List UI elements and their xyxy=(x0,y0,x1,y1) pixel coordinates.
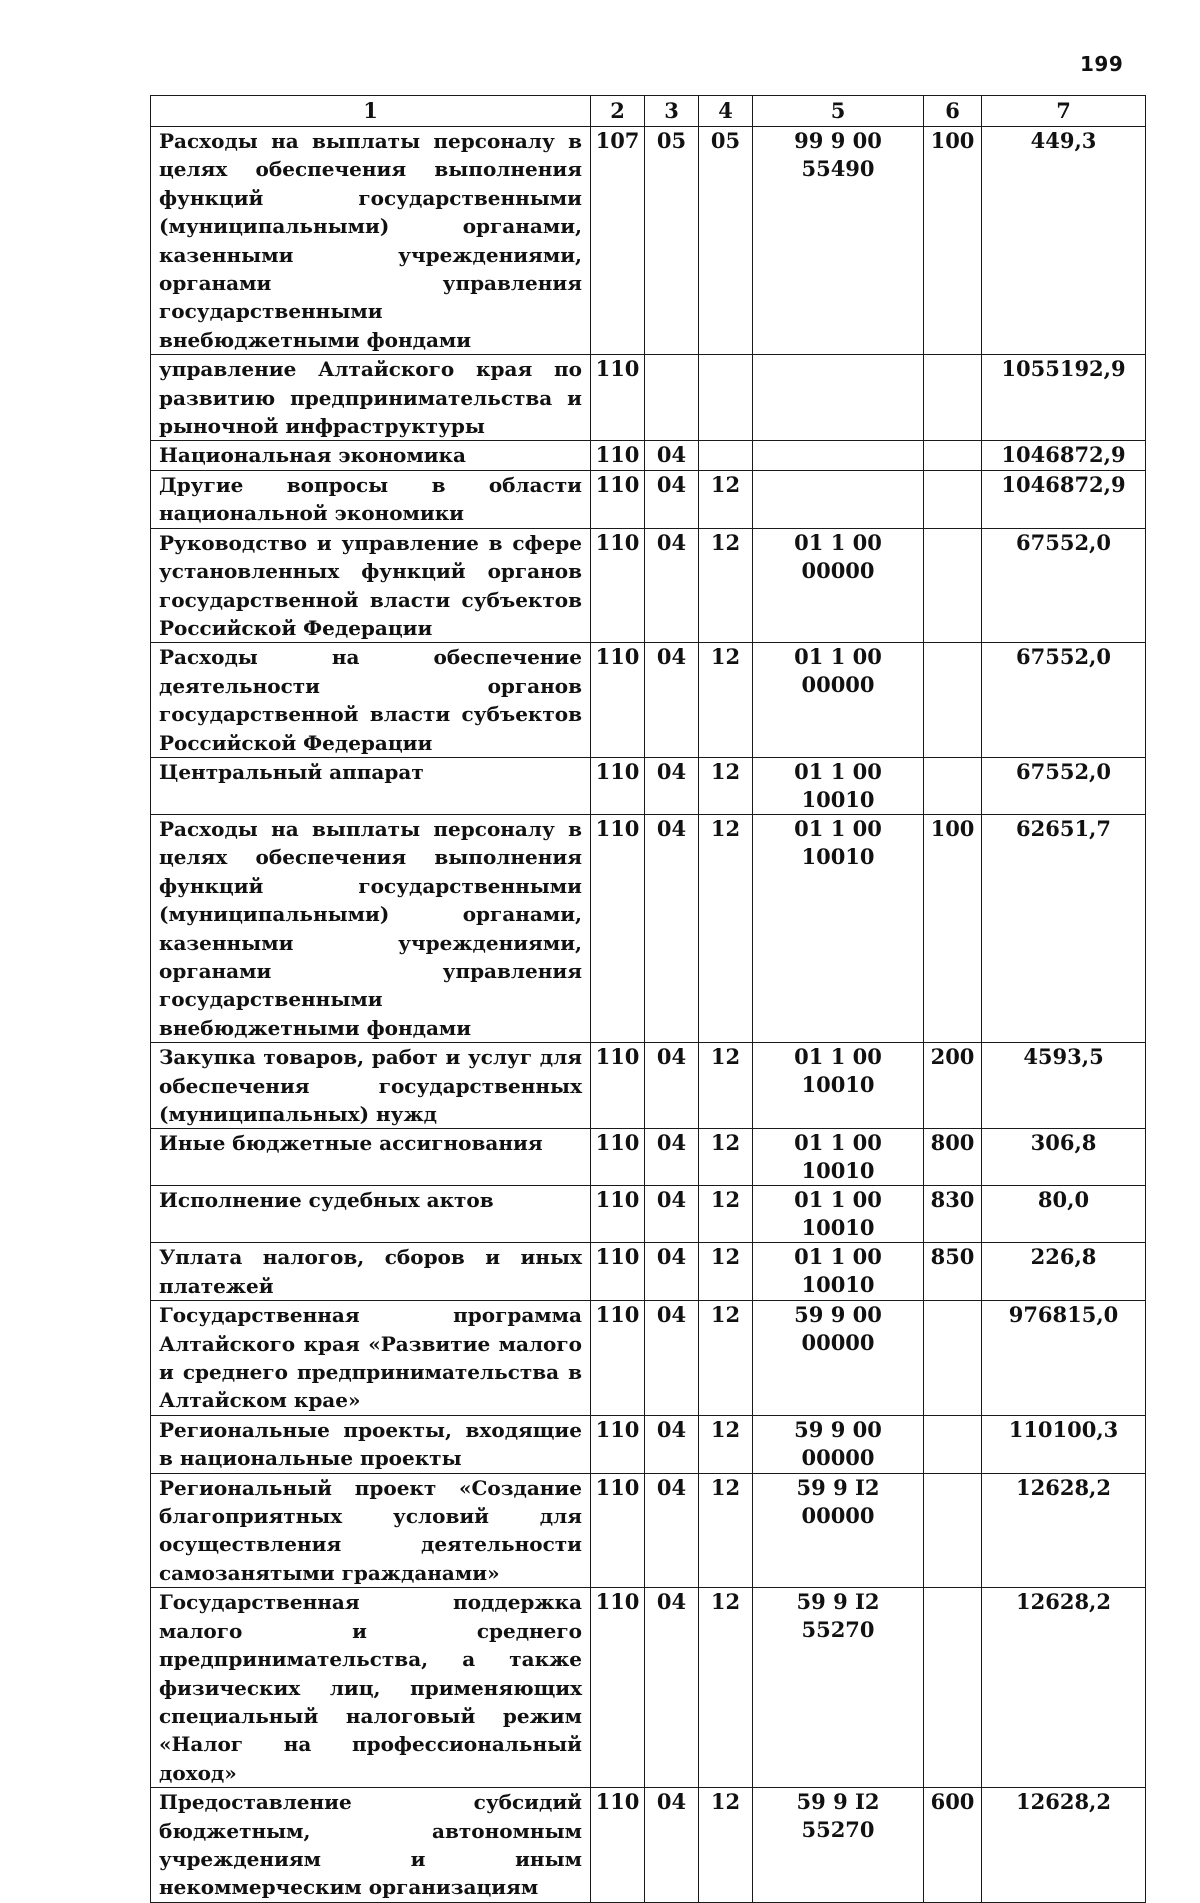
row-vr xyxy=(924,355,982,441)
row-gr: 110 xyxy=(591,355,645,441)
row-vr xyxy=(924,1588,982,1788)
row-gr: 110 xyxy=(591,1588,645,1788)
table-row xyxy=(151,470,1146,528)
row-rz: 04 xyxy=(645,1473,699,1588)
row-sum: 1055192,9 xyxy=(982,355,1146,441)
row-vr xyxy=(924,757,982,814)
row-csr: 01 1 00 10010 xyxy=(753,1043,924,1129)
table-row xyxy=(151,757,1146,814)
row-vr: 100 xyxy=(924,814,982,1042)
row-pr: 12 xyxy=(699,470,753,528)
row-vr xyxy=(924,1473,982,1588)
row-pr: 12 xyxy=(699,643,753,758)
row-gr: 110 xyxy=(591,1415,645,1473)
row-gr: 110 xyxy=(591,1473,645,1588)
row-gr: 110 xyxy=(591,814,645,1042)
row-pr: 12 xyxy=(699,1588,753,1788)
row-pr: 12 xyxy=(699,1186,753,1243)
row-rz: 04 xyxy=(645,1129,699,1186)
row-rz: 04 xyxy=(645,441,699,470)
row-rz: 05 xyxy=(645,127,699,355)
row-sum: 67552,0 xyxy=(982,643,1146,758)
row-csr: 01 1 00 10010 xyxy=(753,757,924,814)
row-pr: 12 xyxy=(699,1415,753,1473)
row-csr: 99 9 00 55490 xyxy=(753,127,924,355)
table-row xyxy=(151,355,1146,441)
table-header xyxy=(151,96,1146,127)
row-sum: 306,8 xyxy=(982,1129,1146,1186)
row-name: Центральный аппарат xyxy=(151,757,591,814)
table-row xyxy=(151,1129,1146,1186)
row-rz: 04 xyxy=(645,528,699,643)
row-pr: 12 xyxy=(699,1788,753,1903)
row-rz: 04 xyxy=(645,1243,699,1301)
row-gr: 110 xyxy=(591,757,645,814)
row-gr: 110 xyxy=(591,470,645,528)
row-pr: 12 xyxy=(699,757,753,814)
table-row xyxy=(151,1186,1146,1243)
row-sum: 1046872,9 xyxy=(982,441,1146,470)
row-gr: 110 xyxy=(591,528,645,643)
row-rz: 04 xyxy=(645,643,699,758)
row-name: Региональный проект «Создание благоприятных условий для осуществления деятельности самозанятыми гражданами» xyxy=(151,1473,591,1588)
row-csr: 01 1 00 00000 xyxy=(753,528,924,643)
row-vr: 200 xyxy=(924,1043,982,1129)
row-rz: 04 xyxy=(645,1415,699,1473)
col-header-6: 6 xyxy=(924,96,982,127)
row-csr: 59 9 I2 55270 xyxy=(753,1588,924,1788)
row-sum: 1046872,9 xyxy=(982,470,1146,528)
table-row xyxy=(151,643,1146,758)
row-vr: 830 xyxy=(924,1186,982,1243)
col-header-5: 5 xyxy=(753,96,924,127)
row-name: Государственная программа Алтайского края «Развитие малого и среднего предпринимательства в Алтайском крае» xyxy=(151,1301,591,1416)
row-csr: 01 1 00 00000 xyxy=(753,643,924,758)
col-header-7: 7 xyxy=(982,96,1146,127)
row-sum: 449,3 xyxy=(982,127,1146,355)
table-body xyxy=(151,127,1146,1903)
row-pr: 12 xyxy=(699,1301,753,1416)
row-name: Национальная экономика xyxy=(151,441,591,470)
row-name: Иные бюджетные ассигнования xyxy=(151,1129,591,1186)
row-gr: 107 xyxy=(591,127,645,355)
row-sum: 67552,0 xyxy=(982,528,1146,643)
row-vr: 850 xyxy=(924,1243,982,1301)
row-sum: 226,8 xyxy=(982,1243,1146,1301)
row-name: Расходы на обеспечение деятельности органов государственной власти субъектов Российской Федерации xyxy=(151,643,591,758)
row-gr: 110 xyxy=(591,643,645,758)
row-rz: 04 xyxy=(645,1043,699,1129)
row-sum: 976815,0 xyxy=(982,1301,1146,1416)
row-vr: 600 xyxy=(924,1788,982,1903)
row-pr xyxy=(699,355,753,441)
row-rz: 04 xyxy=(645,1301,699,1416)
col-header-4: 4 xyxy=(699,96,753,127)
row-pr: 12 xyxy=(699,814,753,1042)
row-sum: 12628,2 xyxy=(982,1788,1146,1903)
row-csr: 59 9 I2 00000 xyxy=(753,1473,924,1588)
row-csr xyxy=(753,441,924,470)
row-name: Региональные проекты, входящие в национальные проекты xyxy=(151,1415,591,1473)
page-number: 199 xyxy=(1080,52,1124,76)
row-name: Руководство и управление в сфере установленных функций органов государственной власти субъектов Российской Федерации xyxy=(151,528,591,643)
row-name: управление Алтайского края по развитию предпринимательства и рыночной инфраструктуры xyxy=(151,355,591,441)
row-sum: 4593,5 xyxy=(982,1043,1146,1129)
row-sum: 62651,7 xyxy=(982,814,1146,1042)
row-gr: 110 xyxy=(591,1043,645,1129)
row-name: Закупка товаров, работ и услуг для обеспечения государственных (муниципальных) нужд xyxy=(151,1043,591,1129)
row-csr xyxy=(753,470,924,528)
row-sum: 67552,0 xyxy=(982,757,1146,814)
row-gr: 110 xyxy=(591,1129,645,1186)
row-pr: 12 xyxy=(699,1243,753,1301)
col-header-3: 3 xyxy=(645,96,699,127)
budget-table xyxy=(150,95,1146,1903)
row-sum: 12628,2 xyxy=(982,1473,1146,1588)
row-rz: 04 xyxy=(645,1788,699,1903)
row-csr: 59 9 00 00000 xyxy=(753,1301,924,1416)
row-vr xyxy=(924,441,982,470)
row-csr: 01 1 00 10010 xyxy=(753,1129,924,1186)
row-name: Другие вопросы в области национальной экономики xyxy=(151,470,591,528)
row-vr xyxy=(924,1301,982,1416)
row-pr: 12 xyxy=(699,1473,753,1588)
row-gr: 110 xyxy=(591,1301,645,1416)
row-gr: 110 xyxy=(591,1788,645,1903)
row-name: Государственная поддержка малого и среднего предпринимательства, а также физических лиц, применяющих специальный налоговый режим «Налог на профессиональный доход» xyxy=(151,1588,591,1788)
row-vr xyxy=(924,1415,982,1473)
row-vr: 100 xyxy=(924,127,982,355)
row-sum: 110100,3 xyxy=(982,1415,1146,1473)
row-csr xyxy=(753,355,924,441)
row-rz: 04 xyxy=(645,470,699,528)
row-pr: 12 xyxy=(699,528,753,643)
col-header-2: 2 xyxy=(591,96,645,127)
row-name: Исполнение судебных актов xyxy=(151,1186,591,1243)
table-row xyxy=(151,528,1146,643)
row-sum: 80,0 xyxy=(982,1186,1146,1243)
table-row xyxy=(151,1788,1146,1903)
row-gr: 110 xyxy=(591,441,645,470)
row-pr: 05 xyxy=(699,127,753,355)
table-row xyxy=(151,127,1146,355)
table-row xyxy=(151,1243,1146,1301)
table-row xyxy=(151,814,1146,1042)
row-pr: 12 xyxy=(699,1043,753,1129)
row-gr: 110 xyxy=(591,1243,645,1301)
row-name: Расходы на выплаты персоналу в целях обеспечения выполнения функций государственными (муниципальными) органами, казенными учреждениями, органами управления государственными внебюджетными фондами xyxy=(151,127,591,355)
table-row xyxy=(151,441,1146,470)
header-row xyxy=(151,96,1146,127)
row-rz: 04 xyxy=(645,1186,699,1243)
row-name: Уплата налогов, сборов и иных платежей xyxy=(151,1243,591,1301)
row-name: Предоставление субсидий бюджетным, автономным учреждениям и иным некоммерческим организациям xyxy=(151,1788,591,1903)
table-row xyxy=(151,1301,1146,1416)
table-row xyxy=(151,1588,1146,1788)
row-pr xyxy=(699,441,753,470)
row-rz xyxy=(645,355,699,441)
row-vr xyxy=(924,643,982,758)
row-vr xyxy=(924,528,982,643)
row-name: Расходы на выплаты персоналу в целях обеспечения выполнения функций государственными (муниципальными) органами, казенными учреждениями, органами управления государственными внебюджетными фондами xyxy=(151,814,591,1042)
table-row xyxy=(151,1473,1146,1588)
row-vr xyxy=(924,470,982,528)
row-gr: 110 xyxy=(591,1186,645,1243)
row-sum: 12628,2 xyxy=(982,1588,1146,1788)
row-vr: 800 xyxy=(924,1129,982,1186)
row-csr: 01 1 00 10010 xyxy=(753,814,924,1042)
row-csr: 59 9 I2 55270 xyxy=(753,1788,924,1903)
row-csr: 01 1 00 10010 xyxy=(753,1186,924,1243)
row-pr: 12 xyxy=(699,1129,753,1186)
table-row xyxy=(151,1043,1146,1129)
row-csr: 59 9 00 00000 xyxy=(753,1415,924,1473)
row-rz: 04 xyxy=(645,757,699,814)
row-csr: 01 1 00 10010 xyxy=(753,1243,924,1301)
table-row xyxy=(151,1415,1146,1473)
row-rz: 04 xyxy=(645,1588,699,1788)
col-header-1: 1 xyxy=(151,96,591,127)
row-rz: 04 xyxy=(645,814,699,1042)
